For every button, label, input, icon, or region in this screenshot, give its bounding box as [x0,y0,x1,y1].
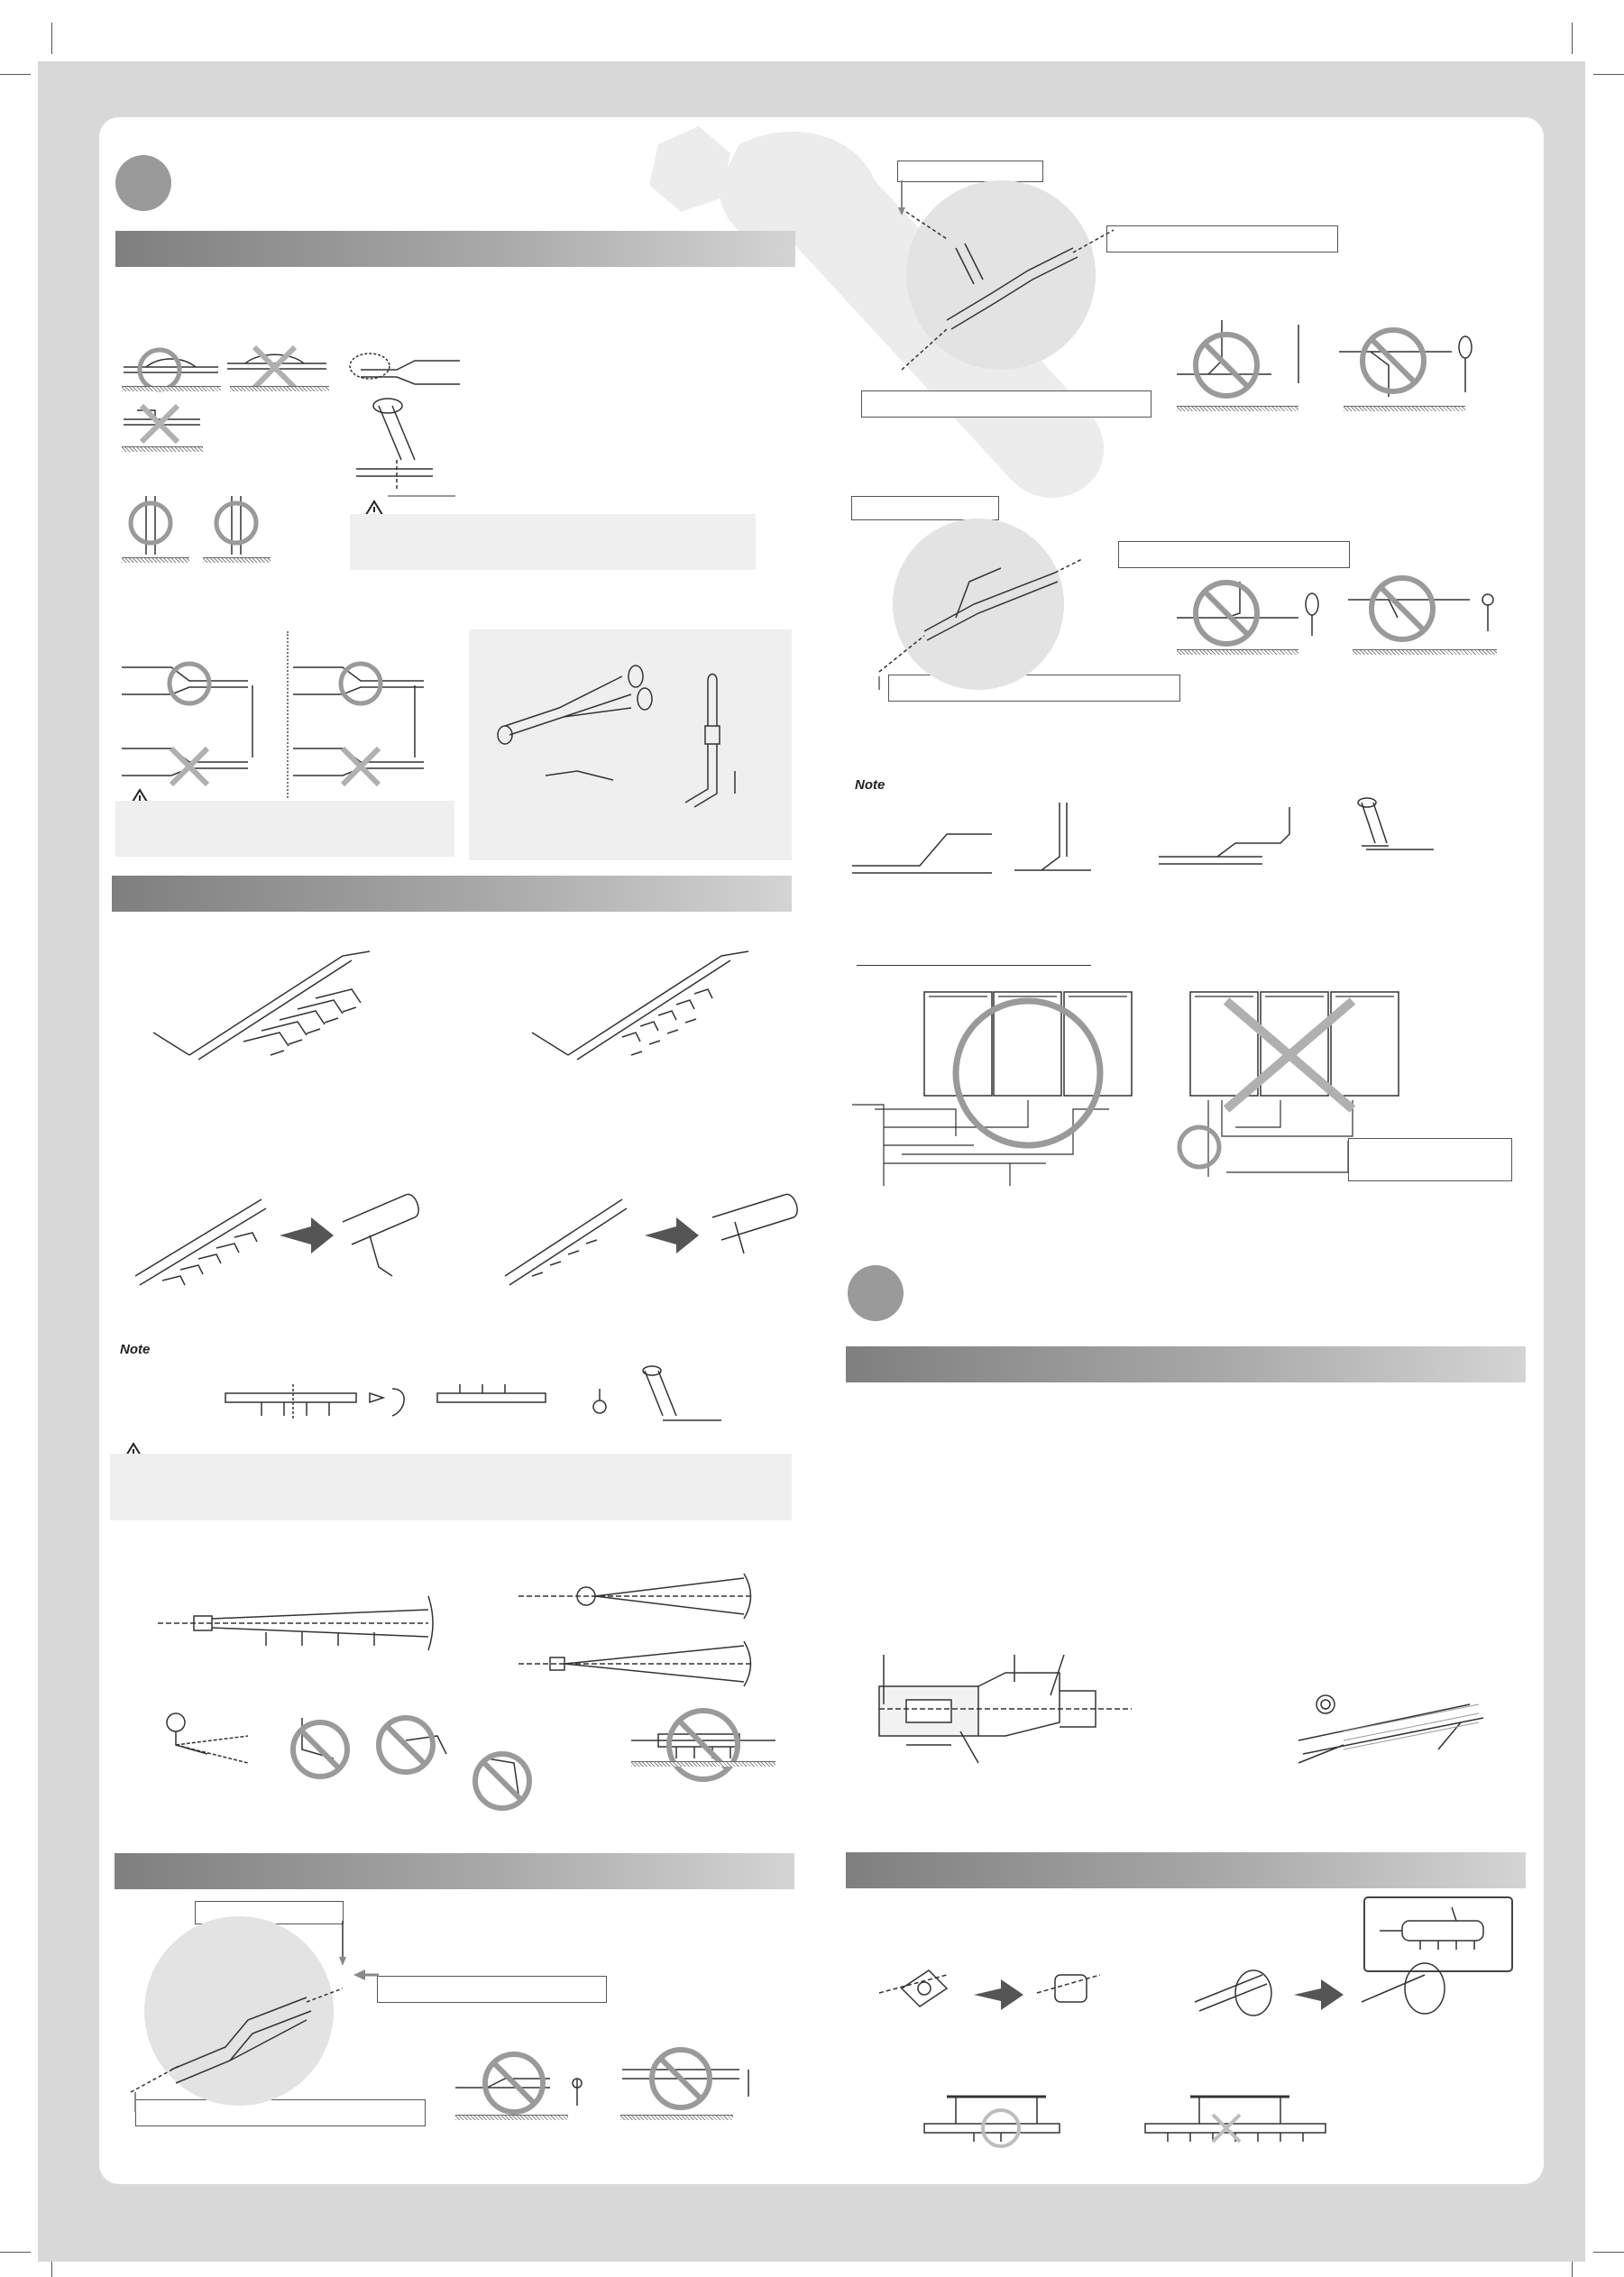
floor-hatch [1353,649,1497,655]
pipe-wrap-figure [1289,1677,1515,1786]
y-joint-incline-figure [866,519,1091,699]
section-header-bar [115,1853,794,1889]
label-box [1106,225,1338,252]
crop-mark [1593,2252,1624,2253]
prohibit-sign-icon [293,1718,529,1808]
arrow-right-icon [974,1979,1344,2010]
caution-panel [350,514,756,570]
prohibit-sign-icon [1196,330,1424,396]
floor-hatch [122,386,221,391]
caution-panel [110,1454,792,1520]
section-header-bar [115,231,795,267]
y-joint-horizontal-figure [893,176,1118,392]
section-number-badge [848,1265,904,1321]
crop-mark [0,2252,31,2253]
section-header-bar [112,876,792,912]
floor-hatch [631,1761,775,1767]
label-box [1348,1138,1512,1181]
y-joint-note-figure [848,794,1443,897]
y-joint-tilt-figure [352,343,478,496]
header-pipe-ends-figure [135,1186,821,1312]
header-floor-prohibit-figure [622,1709,784,1799]
y-joint-horizontal-prohibit-figure [1172,311,1524,410]
crop-mark [1572,23,1573,54]
rule-line [857,965,1091,966]
prohibit-sign-icon [1179,1127,1219,1167]
floor-hatch [1177,649,1298,655]
floor-hatch [230,386,329,391]
section-number-badge [115,155,171,211]
floor-hatch [122,446,203,452]
section-header-bar [846,1852,1526,1888]
leader-line [388,494,460,498]
ok-circle-icon [170,664,381,703]
floor-hatch [1177,406,1298,411]
y-joint-reducer-figure [487,645,775,825]
header-direction-note-figure [221,1366,726,1438]
floor-hatch [620,2115,733,2120]
ng-cross-icon [142,347,295,442]
label-box [851,496,999,520]
pipe-insulation-figure [879,1641,1150,1795]
crop-mark [0,74,31,75]
y-joint-vertical-figure [126,1912,487,2115]
crop-mark [51,23,52,54]
crop-mark [1593,74,1624,75]
floor-hatch [122,557,189,563]
ng-cross-icon [171,748,379,785]
prohibit-sign-icon [485,2050,710,2112]
header-support-figure [920,2088,1425,2151]
arrow-right-icon [280,1217,699,1253]
prohibit-sign-icon [669,1711,738,1779]
prohibit-sign-icon [1196,578,1433,644]
divider-dotted [287,631,289,798]
tape-wrap-figure [875,1939,1461,2065]
caution-panel [115,801,454,857]
branch-alignment-figure [117,640,460,803]
y-joint-incline-prohibit-figure [1172,568,1515,658]
floor-hatch [203,557,271,563]
section-header-bar [846,1346,1526,1382]
label-box [1118,541,1350,568]
label-box [861,390,1151,418]
note-label: Note [120,1342,151,1357]
header-pipe-figure [135,942,821,1078]
floor-hatch [1344,406,1465,411]
note-label: Note [855,777,885,793]
floor-hatch [455,2115,568,2120]
ng-cross-icon [1213,2115,1240,2142]
